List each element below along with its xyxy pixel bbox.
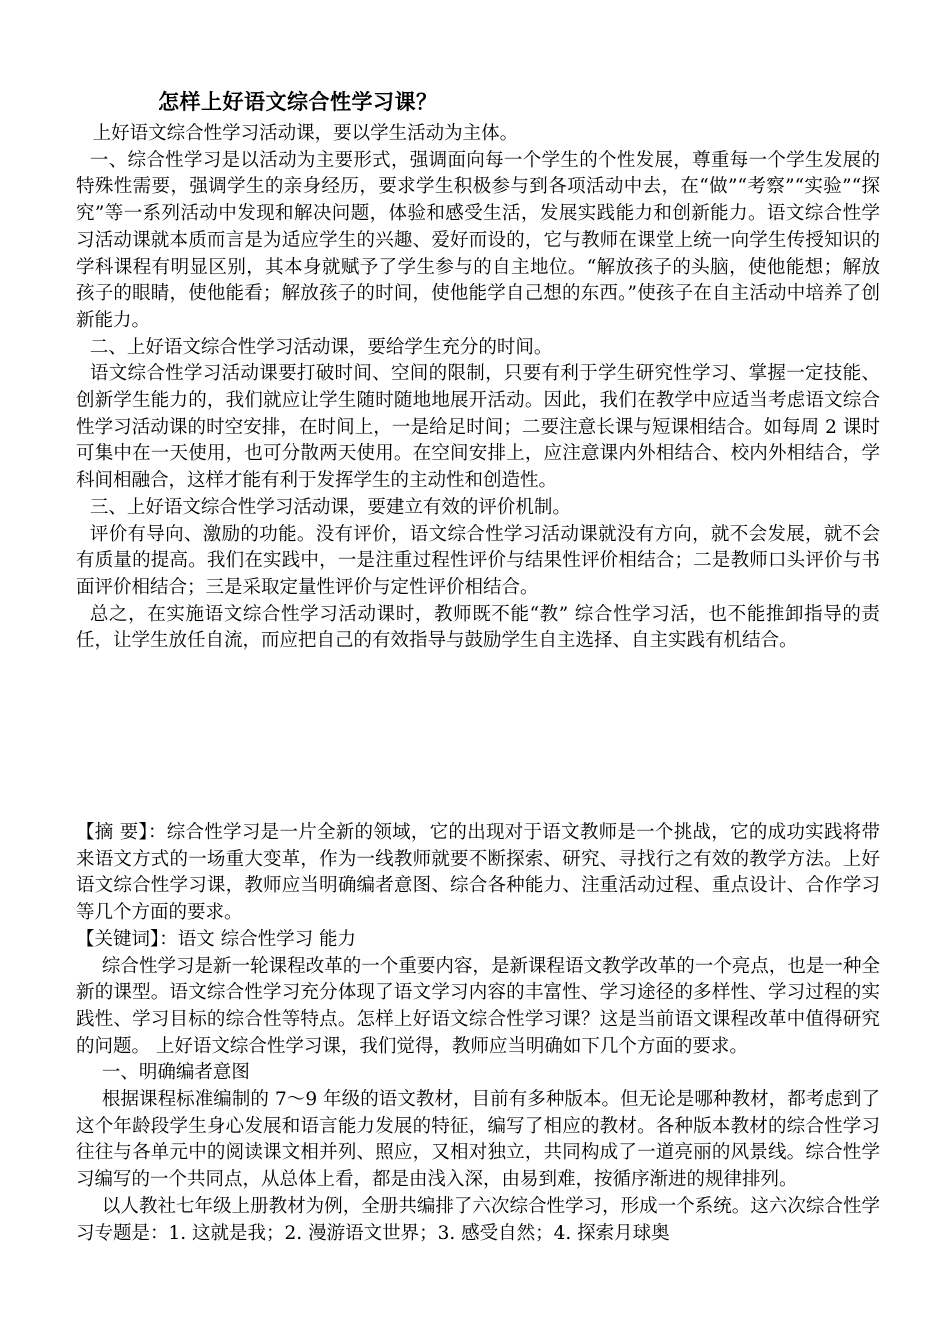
paragraph: 上好语文综合性学习活动课，要以学生活动为主体。 [92,123,519,144]
section-heading: 三、上好语文综合性学习活动课，要建立有效的评价机制。 [89,496,571,518]
paragraph: 一、综合性学习是以活动为主要形式，强调面向每一个学生的个性发展，尊重每一个学生发展的特殊性需要，强调学生的亲身经历，要求学生积极参与到各项活动中去，在“做”“考察”“实验”“探究”等一系列活动中发现和解决问题，体验和感受生活，发展实践能力和创新能力。语文综合性学习活动课就本质而言是为适应学生的兴趣、爱好而设的，它与教师在课堂上统一向学生传授知识的学科课程有明显区别，其本身就赋予了学生参与的自主地位。“解放孩子的头脑，使他能想；解放孩子的眼睛，使他能看；解放孩子的时间，使他能学自己想的东西。”使孩子在自主活动中培养了创新能力。 [76,149,880,331]
paragraph: 总之，在实施语文综合性学习活动课时，教师既不能“教” 综合性学习活，也不能推卸指导的责任，让学生放任自流，而应把自己的有效指导与鼓励学生自主选择、自主实践有机结合。 [76,603,880,652]
document-title: 怎样上好语文综合性学习课？ [158,90,438,114]
article-body [76,121,880,655]
paragraph: 综合性学习是新一轮课程改革的一个重要内容，是新课程语文教学改革的一个亮点，也是一种全新的课型。语文综合性学习充分体现了语文学习内容的丰富性、学习途径的多样性、学习过程的实践性、学习目标的综合性等特点。怎样上好语文综合性学习课？这是当前语文课程改革中值得研究的问题。 上好语文综合性学习课，我们觉得，教师应当明确如下几个方面的要求。 [76,955,880,1057]
article-body-second [76,820,880,1247]
abstract: 【摘 要】：综合性学习是一片全新的领域，它的出现对于语文教师是一个挑战，它的成功实践将带来语文方式的一场重大变革，作为一线教师就要不断探索、研究、寻找行之有效的教学方法。上好语文综合性学习课，教师应当明确编者意图、综合各种能力、注重活动过程、重点设计、合作学习等几个方面的要求。 [76,822,880,924]
section-heading: 二、上好语文综合性学习活动课，要给学生充分的时间。 [89,336,553,358]
paragraph: 语文综合性学习活动课要打破时间、空间的限制，只要有利于学生研究性学习、掌握一定技能、创新学生能力的，我们就应让学生随时随地地展开活动。因此，我们在教学中应适当考虑语文综合性学习活动课的时空安排，在时间上，一是给足时间；二要注意长课与短课相结合。如每周 2 课时可集中在一天使用，也可分散两天使用。在空间安排上，应注意课内外相结合、校内外相结合，学科间相融合，这样才能有利于发挥学生的主动性和创造性。 [76,363,880,492]
paragraph: 根据课程标准编制的 7～9 年级的语文教材，目前有多种版本。但无论是哪种教材，都考虑到了这个年龄段学生身心发展和语言能力发展的特征，编写了相应的教材。各种版本教材的综合性学习往往与各单元中的阅读课文相并列、照应，又相对独立，共同构成了一道亮丽的风景线。综合性学习编写的一个共同点，从总体上看，都是由浅入深，由易到难，按循序渐进的规律排列。 [76,1089,880,1191]
paragraph: 以人教社七年级上册教材为例，全册共编排了六次综合性学习，形成一个系统。这六次综合性学习专题是：1. 这就是我；2. 漫游语文世界；3. 感受自然；4. 探索月球奥 [76,1195,880,1244]
paragraph: 评价有导向、激励的功能。没有评价，语文综合性学习活动课就没有方向，就不会发展，就不会有质量的提高。我们在实践中，一是注重过程性评价与结果性评价相结合；二是教师口头评价与书面评价相结合；三是采取定量性评价与定性评价相结合。 [76,523,880,598]
keywords: 【关键词】：语文 综合性学习 能力 [76,928,357,950]
section-heading: 一、明确编者意图 [101,1062,250,1084]
